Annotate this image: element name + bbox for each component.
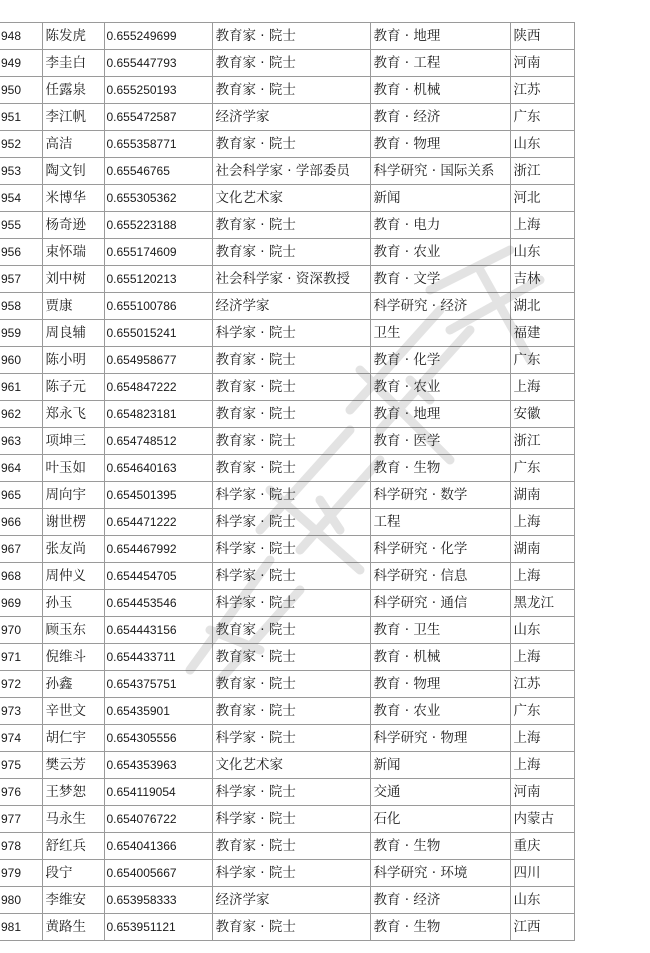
region-cell: 江西 bbox=[510, 914, 574, 941]
table-row bbox=[0, 509, 574, 536]
score-cell: 0.654467992 bbox=[104, 536, 212, 563]
field-cell: 教育 · 化学 bbox=[370, 347, 510, 374]
rank-cell: 962 bbox=[0, 401, 42, 428]
name-cell: 杨奇逊 bbox=[42, 212, 104, 239]
score-cell: 0.653958333 bbox=[104, 887, 212, 914]
ranking-table-body bbox=[0, 23, 574, 941]
score-cell: 0.654041366 bbox=[104, 833, 212, 860]
title-cell: 教育家 · 院士 bbox=[212, 77, 370, 104]
region-cell: 浙江 bbox=[510, 428, 574, 455]
table-row bbox=[0, 644, 574, 671]
name-cell: 刘中树 bbox=[42, 266, 104, 293]
title-cell: 教育家 · 院士 bbox=[212, 212, 370, 239]
field-cell: 科学研究 · 信息 bbox=[370, 563, 510, 590]
title-cell: 科学家 · 院士 bbox=[212, 563, 370, 590]
region-cell: 广东 bbox=[510, 455, 574, 482]
rank-cell: 981 bbox=[0, 914, 42, 941]
rank-cell: 973 bbox=[0, 698, 42, 725]
table-row bbox=[0, 671, 574, 698]
rank-cell: 968 bbox=[0, 563, 42, 590]
name-cell: 高洁 bbox=[42, 131, 104, 158]
name-cell: 周向宇 bbox=[42, 482, 104, 509]
region-cell: 河北 bbox=[510, 185, 574, 212]
name-cell: 孙鑫 bbox=[42, 671, 104, 698]
rank-cell: 966 bbox=[0, 509, 42, 536]
score-cell: 0.655358771 bbox=[104, 131, 212, 158]
score-cell: 0.655249699 bbox=[104, 23, 212, 50]
field-cell: 教育 · 地理 bbox=[370, 23, 510, 50]
title-cell: 教育家 · 院士 bbox=[212, 914, 370, 941]
rank-cell: 974 bbox=[0, 725, 42, 752]
title-cell: 科学家 · 院士 bbox=[212, 779, 370, 806]
rank-cell: 954 bbox=[0, 185, 42, 212]
field-cell: 科学研究 · 环境 bbox=[370, 860, 510, 887]
region-cell: 山东 bbox=[510, 617, 574, 644]
title-cell: 教育家 · 院士 bbox=[212, 401, 370, 428]
name-cell: 周良辅 bbox=[42, 320, 104, 347]
region-cell: 上海 bbox=[510, 725, 574, 752]
score-cell: 0.654471222 bbox=[104, 509, 212, 536]
title-cell: 科学家 · 院士 bbox=[212, 590, 370, 617]
title-cell: 科学家 · 院士 bbox=[212, 482, 370, 509]
name-cell: 张友尚 bbox=[42, 536, 104, 563]
rank-cell: 980 bbox=[0, 887, 42, 914]
title-cell: 科学家 · 院士 bbox=[212, 860, 370, 887]
score-cell: 0.654433711 bbox=[104, 644, 212, 671]
field-cell: 新闻 bbox=[370, 185, 510, 212]
name-cell: 顾玉东 bbox=[42, 617, 104, 644]
rank-cell: 959 bbox=[0, 320, 42, 347]
region-cell: 河南 bbox=[510, 50, 574, 77]
score-cell: 0.654005667 bbox=[104, 860, 212, 887]
title-cell: 社会科学家 · 学部委员 bbox=[212, 158, 370, 185]
title-cell: 教育家 · 院士 bbox=[212, 671, 370, 698]
rank-cell: 952 bbox=[0, 131, 42, 158]
table-row bbox=[0, 77, 574, 104]
name-cell: 倪维斗 bbox=[42, 644, 104, 671]
title-cell: 教育家 · 院士 bbox=[212, 239, 370, 266]
table-row bbox=[0, 320, 574, 347]
field-cell: 教育 · 生物 bbox=[370, 455, 510, 482]
region-cell: 福建 bbox=[510, 320, 574, 347]
table-row bbox=[0, 536, 574, 563]
title-cell: 经济学家 bbox=[212, 887, 370, 914]
region-cell: 上海 bbox=[510, 752, 574, 779]
region-cell: 上海 bbox=[510, 509, 574, 536]
region-cell: 重庆 bbox=[510, 833, 574, 860]
table-row bbox=[0, 779, 574, 806]
region-cell: 陕西 bbox=[510, 23, 574, 50]
title-cell: 社会科学家 · 资深教授 bbox=[212, 266, 370, 293]
field-cell: 科学研究 · 数学 bbox=[370, 482, 510, 509]
name-cell: 胡仁宇 bbox=[42, 725, 104, 752]
field-cell: 教育 · 卫生 bbox=[370, 617, 510, 644]
field-cell: 教育 · 农业 bbox=[370, 698, 510, 725]
table-row bbox=[0, 887, 574, 914]
table-row bbox=[0, 401, 574, 428]
title-cell: 教育家 · 院士 bbox=[212, 50, 370, 77]
field-cell: 教育 · 地理 bbox=[370, 401, 510, 428]
field-cell: 教育 · 经济 bbox=[370, 887, 510, 914]
rank-cell: 950 bbox=[0, 77, 42, 104]
score-cell: 0.655223188 bbox=[104, 212, 212, 239]
name-cell: 陈子元 bbox=[42, 374, 104, 401]
region-cell: 山东 bbox=[510, 131, 574, 158]
name-cell: 李江帆 bbox=[42, 104, 104, 131]
rank-cell: 949 bbox=[0, 50, 42, 77]
rank-cell: 970 bbox=[0, 617, 42, 644]
title-cell: 经济学家 bbox=[212, 293, 370, 320]
name-cell: 项坤三 bbox=[42, 428, 104, 455]
name-cell: 任露泉 bbox=[42, 77, 104, 104]
rank-cell: 972 bbox=[0, 671, 42, 698]
rank-cell: 957 bbox=[0, 266, 42, 293]
name-cell: 周仲义 bbox=[42, 563, 104, 590]
name-cell: 舒红兵 bbox=[42, 833, 104, 860]
score-cell: 0.654119054 bbox=[104, 779, 212, 806]
title-cell: 科学家 · 院士 bbox=[212, 536, 370, 563]
rank-cell: 978 bbox=[0, 833, 42, 860]
field-cell: 新闻 bbox=[370, 752, 510, 779]
name-cell: 陈小明 bbox=[42, 347, 104, 374]
region-cell: 上海 bbox=[510, 644, 574, 671]
title-cell: 教育家 · 院士 bbox=[212, 374, 370, 401]
score-cell: 0.654305556 bbox=[104, 725, 212, 752]
rank-cell: 979 bbox=[0, 860, 42, 887]
rank-cell: 964 bbox=[0, 455, 42, 482]
ranking-table-container bbox=[0, 22, 650, 941]
score-cell: 0.654958677 bbox=[104, 347, 212, 374]
field-cell: 教育 · 医学 bbox=[370, 428, 510, 455]
table-row bbox=[0, 185, 574, 212]
title-cell: 教育家 · 院士 bbox=[212, 23, 370, 50]
title-cell: 教育家 · 院士 bbox=[212, 131, 370, 158]
rank-cell: 976 bbox=[0, 779, 42, 806]
table-row bbox=[0, 50, 574, 77]
field-cell: 工程 bbox=[370, 509, 510, 536]
score-cell: 0.655472587 bbox=[104, 104, 212, 131]
table-row bbox=[0, 698, 574, 725]
rank-cell: 963 bbox=[0, 428, 42, 455]
region-cell: 湖北 bbox=[510, 293, 574, 320]
name-cell: 樊云芳 bbox=[42, 752, 104, 779]
score-cell: 0.654847222 bbox=[104, 374, 212, 401]
name-cell: 贾康 bbox=[42, 293, 104, 320]
field-cell: 教育 · 电力 bbox=[370, 212, 510, 239]
title-cell: 教育家 · 院士 bbox=[212, 455, 370, 482]
table-row bbox=[0, 914, 574, 941]
region-cell: 广东 bbox=[510, 347, 574, 374]
rank-cell: 953 bbox=[0, 158, 42, 185]
region-cell: 江苏 bbox=[510, 671, 574, 698]
title-cell: 教育家 · 院士 bbox=[212, 698, 370, 725]
rank-cell: 961 bbox=[0, 374, 42, 401]
rank-cell: 965 bbox=[0, 482, 42, 509]
score-cell: 0.654375751 bbox=[104, 671, 212, 698]
table-row bbox=[0, 266, 574, 293]
rank-cell: 977 bbox=[0, 806, 42, 833]
table-row bbox=[0, 428, 574, 455]
score-cell: 0.654076722 bbox=[104, 806, 212, 833]
score-cell: 0.654748512 bbox=[104, 428, 212, 455]
name-cell: 李圭白 bbox=[42, 50, 104, 77]
title-cell: 教育家 · 院士 bbox=[212, 644, 370, 671]
region-cell: 湖南 bbox=[510, 536, 574, 563]
title-cell: 科学家 · 院士 bbox=[212, 320, 370, 347]
rank-cell: 955 bbox=[0, 212, 42, 239]
region-cell: 山东 bbox=[510, 887, 574, 914]
region-cell: 上海 bbox=[510, 563, 574, 590]
region-cell: 黑龙江 bbox=[510, 590, 574, 617]
field-cell: 卫生 bbox=[370, 320, 510, 347]
table-row bbox=[0, 482, 574, 509]
field-cell: 科学研究 · 经济 bbox=[370, 293, 510, 320]
rank-cell: 971 bbox=[0, 644, 42, 671]
title-cell: 科学家 · 院士 bbox=[212, 725, 370, 752]
name-cell: 束怀瑞 bbox=[42, 239, 104, 266]
field-cell: 教育 · 经济 bbox=[370, 104, 510, 131]
score-cell: 0.65435901 bbox=[104, 698, 212, 725]
table-row bbox=[0, 131, 574, 158]
title-cell: 科学家 · 院士 bbox=[212, 509, 370, 536]
name-cell: 孙玉 bbox=[42, 590, 104, 617]
name-cell: 陈发虎 bbox=[42, 23, 104, 50]
table-row bbox=[0, 806, 574, 833]
table-row bbox=[0, 293, 574, 320]
name-cell: 马永生 bbox=[42, 806, 104, 833]
score-cell: 0.654640163 bbox=[104, 455, 212, 482]
title-cell: 经济学家 bbox=[212, 104, 370, 131]
region-cell: 吉林 bbox=[510, 266, 574, 293]
name-cell: 米博华 bbox=[42, 185, 104, 212]
title-cell: 教育家 · 院士 bbox=[212, 833, 370, 860]
name-cell: 辛世文 bbox=[42, 698, 104, 725]
title-cell: 教育家 · 院士 bbox=[212, 347, 370, 374]
score-cell: 0.655120213 bbox=[104, 266, 212, 293]
field-cell: 交通 bbox=[370, 779, 510, 806]
table-row bbox=[0, 239, 574, 266]
field-cell: 教育 · 农业 bbox=[370, 239, 510, 266]
field-cell: 科学研究 · 国际关系 bbox=[370, 158, 510, 185]
name-cell: 郑永飞 bbox=[42, 401, 104, 428]
region-cell: 上海 bbox=[510, 374, 574, 401]
field-cell: 教育 · 机械 bbox=[370, 77, 510, 104]
table-row bbox=[0, 590, 574, 617]
title-cell: 科学家 · 院士 bbox=[212, 806, 370, 833]
field-cell: 科学研究 · 化学 bbox=[370, 536, 510, 563]
table-row bbox=[0, 374, 574, 401]
region-cell: 湖南 bbox=[510, 482, 574, 509]
region-cell: 河南 bbox=[510, 779, 574, 806]
region-cell: 上海 bbox=[510, 212, 574, 239]
rank-cell: 969 bbox=[0, 590, 42, 617]
rank-cell: 951 bbox=[0, 104, 42, 131]
region-cell: 浙江 bbox=[510, 158, 574, 185]
table-row bbox=[0, 104, 574, 131]
region-cell: 安徽 bbox=[510, 401, 574, 428]
field-cell: 教育 · 生物 bbox=[370, 914, 510, 941]
region-cell: 江苏 bbox=[510, 77, 574, 104]
score-cell: 0.654823181 bbox=[104, 401, 212, 428]
region-cell: 四川 bbox=[510, 860, 574, 887]
table-row bbox=[0, 860, 574, 887]
title-cell: 文化艺术家 bbox=[212, 752, 370, 779]
field-cell: 教育 · 文学 bbox=[370, 266, 510, 293]
score-cell: 0.653951121 bbox=[104, 914, 212, 941]
field-cell: 教育 · 物理 bbox=[370, 671, 510, 698]
field-cell: 石化 bbox=[370, 806, 510, 833]
table-row bbox=[0, 212, 574, 239]
table-row bbox=[0, 455, 574, 482]
rank-cell: 960 bbox=[0, 347, 42, 374]
score-cell: 0.655250193 bbox=[104, 77, 212, 104]
score-cell: 0.654443156 bbox=[104, 617, 212, 644]
score-cell: 0.654353963 bbox=[104, 752, 212, 779]
name-cell: 王梦恕 bbox=[42, 779, 104, 806]
region-cell: 广东 bbox=[510, 698, 574, 725]
table-row bbox=[0, 23, 574, 50]
title-cell: 教育家 · 院士 bbox=[212, 617, 370, 644]
table-row bbox=[0, 158, 574, 185]
score-cell: 0.655305362 bbox=[104, 185, 212, 212]
field-cell: 教育 · 生物 bbox=[370, 833, 510, 860]
table-row bbox=[0, 752, 574, 779]
region-cell: 山东 bbox=[510, 239, 574, 266]
field-cell: 教育 · 农业 bbox=[370, 374, 510, 401]
rank-cell: 956 bbox=[0, 239, 42, 266]
score-cell: 0.654454705 bbox=[104, 563, 212, 590]
name-cell: 段宁 bbox=[42, 860, 104, 887]
table-row bbox=[0, 833, 574, 860]
table-row bbox=[0, 563, 574, 590]
field-cell: 教育 · 机械 bbox=[370, 644, 510, 671]
title-cell: 教育家 · 院士 bbox=[212, 428, 370, 455]
region-cell: 广东 bbox=[510, 104, 574, 131]
title-cell: 文化艺术家 bbox=[212, 185, 370, 212]
ranking-table bbox=[0, 22, 575, 941]
name-cell: 黄路生 bbox=[42, 914, 104, 941]
rank-cell: 975 bbox=[0, 752, 42, 779]
field-cell: 科学研究 · 通信 bbox=[370, 590, 510, 617]
name-cell: 李维安 bbox=[42, 887, 104, 914]
score-cell: 0.654453546 bbox=[104, 590, 212, 617]
rank-cell: 967 bbox=[0, 536, 42, 563]
rank-cell: 948 bbox=[0, 23, 42, 50]
field-cell: 教育 · 工程 bbox=[370, 50, 510, 77]
name-cell: 叶玉如 bbox=[42, 455, 104, 482]
field-cell: 教育 · 物理 bbox=[370, 131, 510, 158]
score-cell: 0.65546765 bbox=[104, 158, 212, 185]
score-cell: 0.655174609 bbox=[104, 239, 212, 266]
name-cell: 陶文钊 bbox=[42, 158, 104, 185]
score-cell: 0.655100786 bbox=[104, 293, 212, 320]
table-row bbox=[0, 347, 574, 374]
table-row bbox=[0, 617, 574, 644]
name-cell: 谢世楞 bbox=[42, 509, 104, 536]
table-row bbox=[0, 725, 574, 752]
rank-cell: 958 bbox=[0, 293, 42, 320]
score-cell: 0.654501395 bbox=[104, 482, 212, 509]
field-cell: 科学研究 · 物理 bbox=[370, 725, 510, 752]
score-cell: 0.655447793 bbox=[104, 50, 212, 77]
score-cell: 0.655015241 bbox=[104, 320, 212, 347]
region-cell: 内蒙古 bbox=[510, 806, 574, 833]
